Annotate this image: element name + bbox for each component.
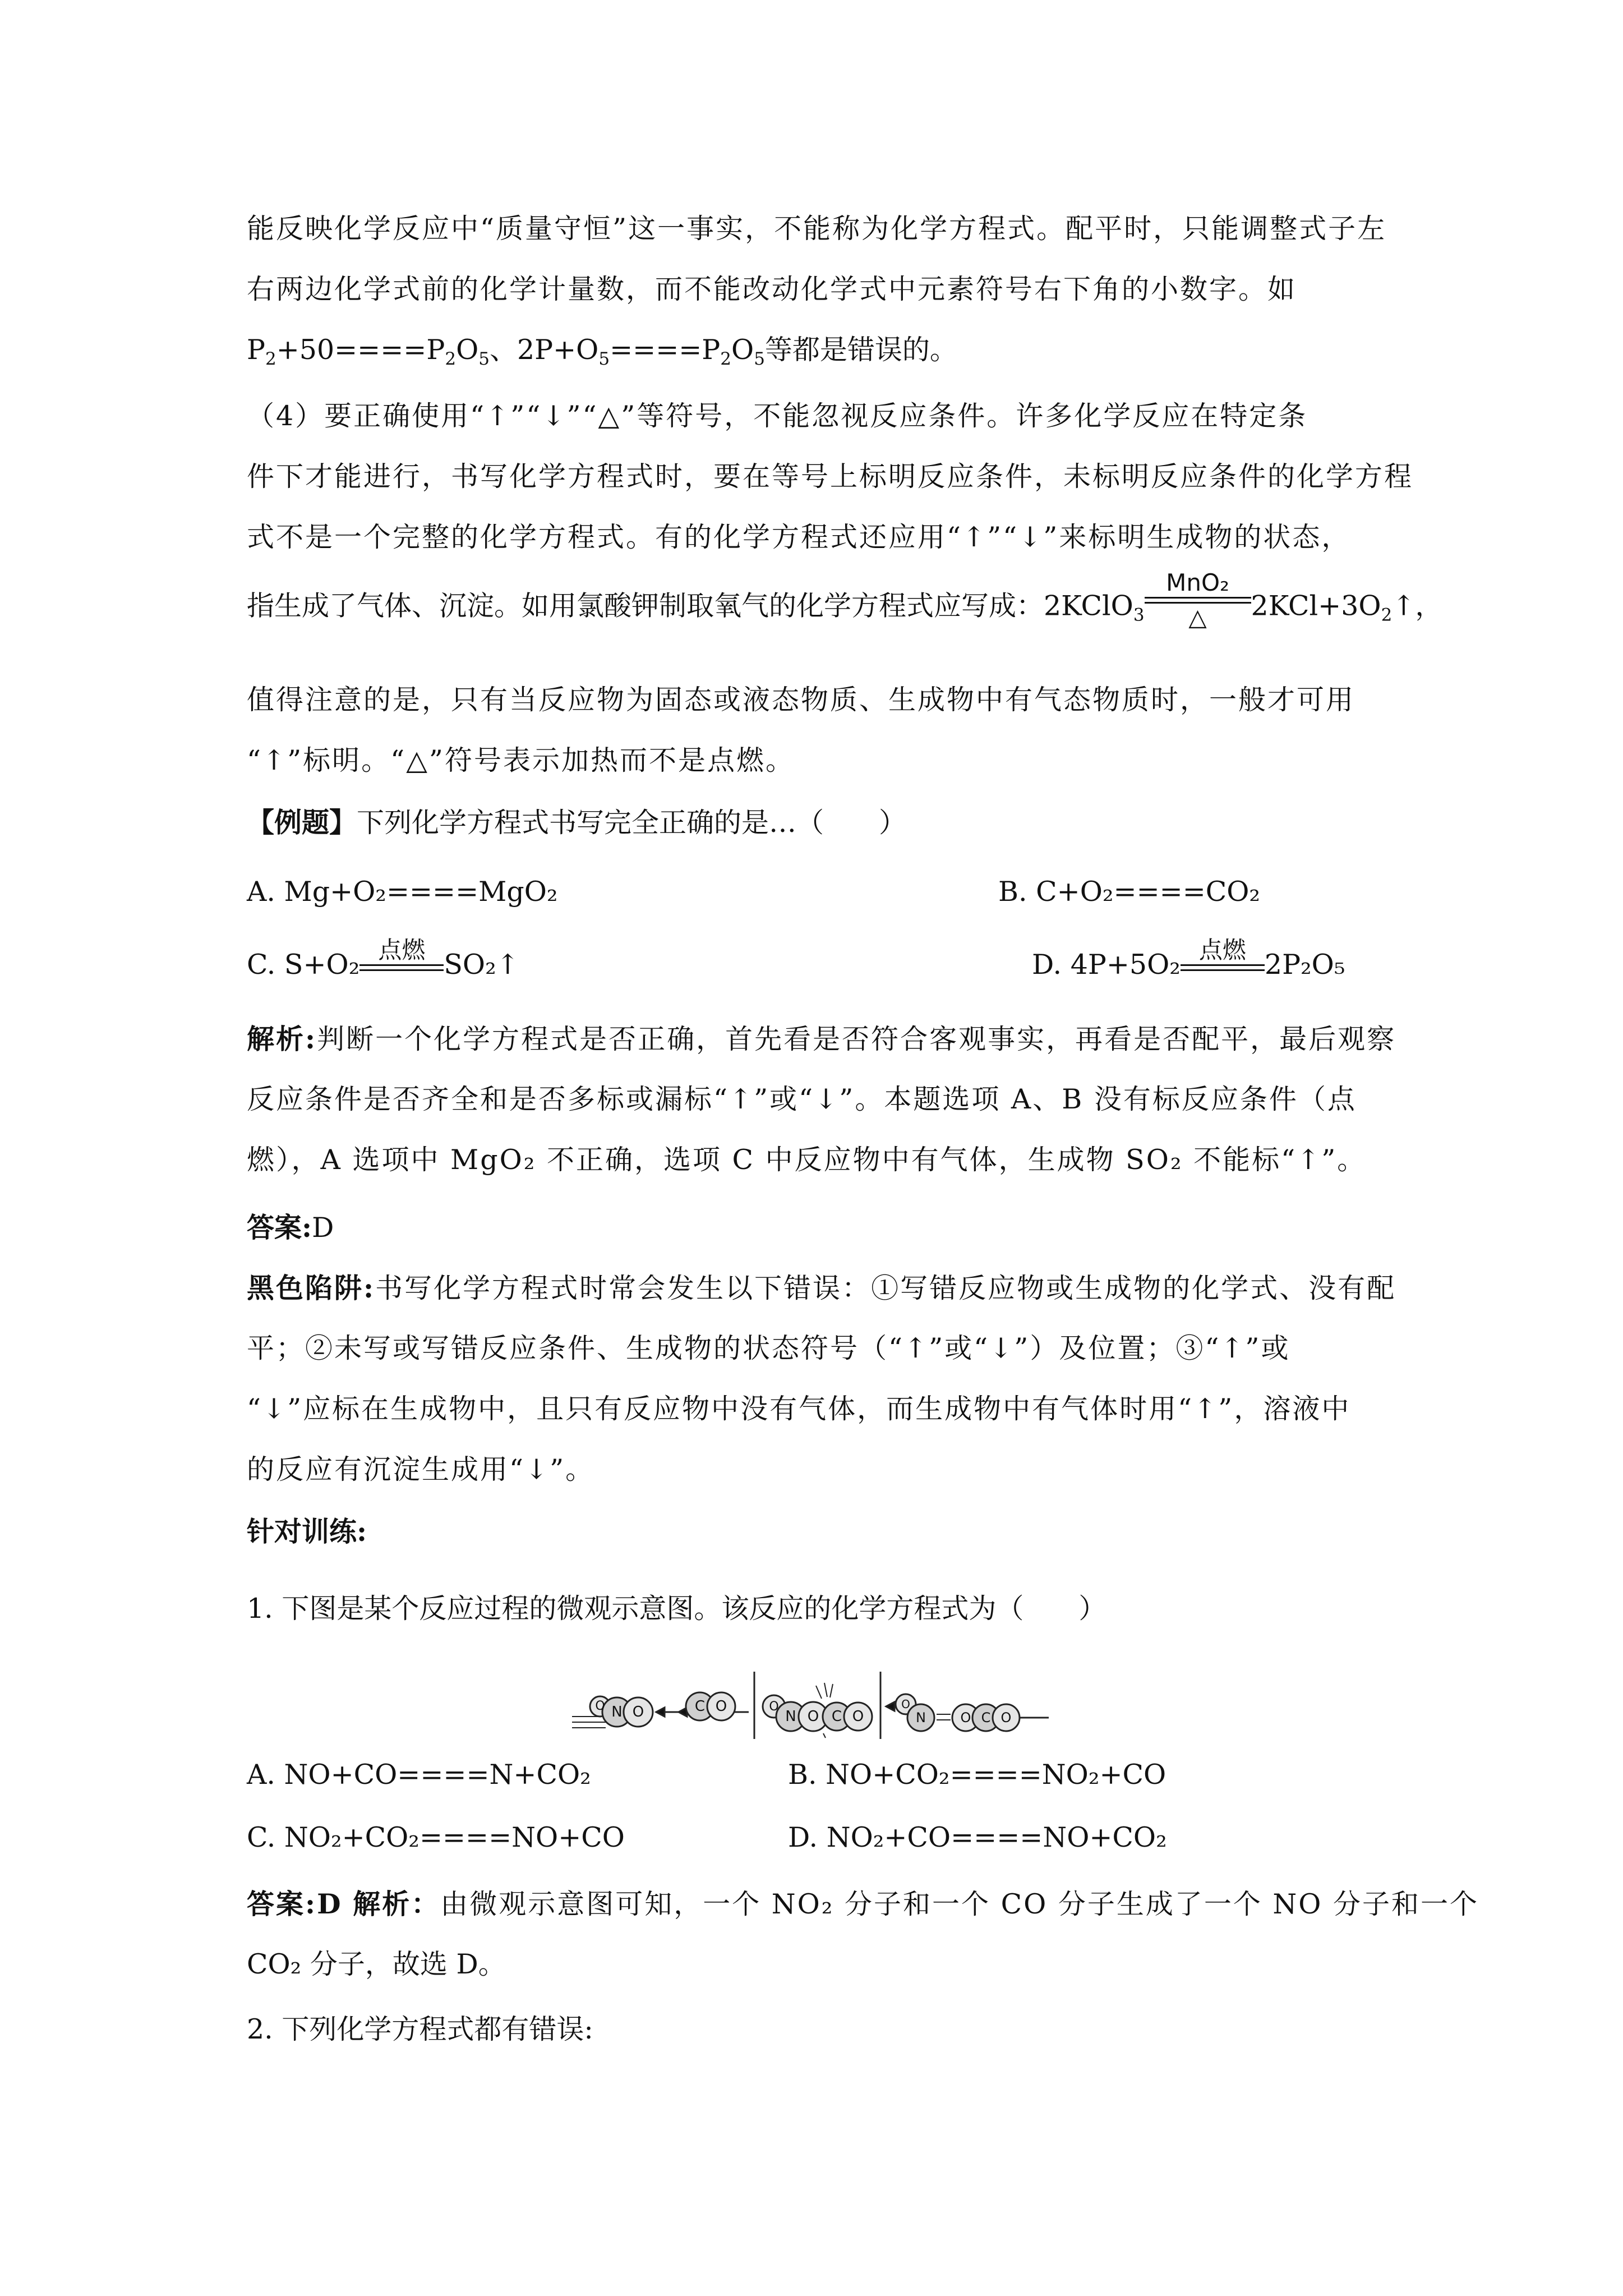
svg-text:O: O <box>632 1704 644 1720</box>
trap-line: 的反应有沉淀生成用“↓”。 <box>247 1453 595 1485</box>
q1-analysis-line: CO₂ 分子，故选 D。 <box>247 1948 506 1980</box>
paragraph-line: 能反映化学反应中“质量守恒”这一事实，不能称为化学方程式。配平时，只能调整式子左 <box>247 213 1387 245</box>
trap-line: “↓”应标在生成物中，且只有反应物中没有气体，而生成物中有气体时用“↑”，溶液中 <box>247 1393 1351 1425</box>
molecule-no <box>572 1696 679 1728</box>
answer-line: 答案:D <box>247 1211 334 1244</box>
reaction-condition: MnO₂ △ <box>1145 570 1251 631</box>
svg-text:C: C <box>981 1710 991 1726</box>
svg-text:O: O <box>960 1710 971 1726</box>
paragraph-line: “↑”标明。“△”符号表示加热而不是点燃。 <box>247 744 795 776</box>
trap-line: 平；②未写或写错反应条件、生成物的状态符号（“↑”或“↓”）及位置；③“↑”或 <box>247 1332 1290 1364</box>
question-2: 2. 下列化学方程式都有错误: <box>247 2013 593 2045</box>
svg-text:O: O <box>1000 1710 1012 1726</box>
reaction-condition: 点燃 <box>1181 937 1265 972</box>
q1-option-d: D. NO₂+CO====NO+CO₂ <box>788 1821 1167 1853</box>
svg-text:O: O <box>715 1698 727 1715</box>
option-b: B. C+O₂====CO₂ <box>998 876 1261 908</box>
paragraph-line: 式不是一个完整的化学方程式。有的化学方程式还应用“↑”“↓”来标明生成物的状态， <box>247 521 1351 553</box>
q1-option-a: A. NO+CO====N+CO₂ <box>247 1759 591 1791</box>
paragraph-line: （4）要正确使用“↑”“↓”“△”等符号，不能忽视反应条件。许多化学反应在特定条 <box>247 400 1308 432</box>
svg-text:O: O <box>852 1708 864 1725</box>
q1-answer-line: 答案:D 解析：由微观示意图可知，一个 NO₂ 分子和一个 CO 分子生成了一个 NO 分子和一个 <box>247 1888 1479 1920</box>
svg-text:C: C <box>831 1708 842 1725</box>
question-1: 1. 下图是某个反应过程的微观示意图。该反应的化学方程式为（ ） <box>247 1593 1106 1625</box>
section-heading: 针对训练: <box>247 1515 367 1548</box>
analysis-line: 解析:判断一个化学方程式是否正确，首先看是否符合客观事实，再看是否配平，最后观察 <box>247 1023 1396 1055</box>
paragraph-line: $P_2+50====P_2O_5$、$2P+O_5====P_2O_5$等都是错误的。 <box>247 334 957 369</box>
paragraph-line: 值得注意的是，只有当反应物为固态或液态物质、生成物中有气态物质时，一般才可用 <box>247 684 1355 716</box>
q1-option-b: B. NO+CO₂====NO₂+CO <box>788 1759 1166 1791</box>
trap-line: 黑色陷阱:书写化学方程式时常会发生以下错误：①写错反应物或生成物的化学式、没有配 <box>247 1272 1396 1304</box>
option-d: D. 4P+5O₂ 点燃 2P₂O₅ <box>1032 936 1345 981</box>
paragraph-line: 件下才能进行，书写化学方程式时，要在等号上标明反应条件，未标明反应条件的化学方程 <box>247 461 1414 493</box>
molecule-co <box>679 1692 749 1720</box>
svg-text:C: C <box>694 1698 706 1715</box>
svg-text:O: O <box>769 1700 779 1714</box>
svg-text:O: O <box>595 1699 605 1713</box>
svg-text:O: O <box>901 1697 910 1711</box>
option-c: C. S+O₂ 点燃 SO₂↑ <box>247 936 519 981</box>
reaction-micro-diagram <box>566 1672 1060 1739</box>
svg-text:N: N <box>916 1710 926 1726</box>
product-molecules <box>886 1694 1049 1731</box>
option-a: A. Mg+O₂====MgO₂ <box>247 876 558 908</box>
svg-text:N: N <box>785 1708 796 1725</box>
transition-state <box>763 1683 872 1738</box>
paragraph-line: 右两边化学式前的化学计量数，而不能改动化学式中元素符号右下角的小数字。如 <box>247 273 1297 305</box>
reaction-condition: 点燃 <box>359 937 444 972</box>
analysis-line: 反应条件是否齐全和是否多标或漏标“↑”或“↓”。本题选项 A、B 没有标反应条件（点 <box>247 1083 1357 1115</box>
svg-text:N: N <box>611 1704 623 1720</box>
example-question: 【例题】下列化学方程式书写完全正确的是…（ ） <box>247 806 907 839</box>
analysis-line: 燃），A 选项中 MgO₂ 不正确，选项 C 中反应物中有气体，生成物 SO₂ 不能标“↑”。 <box>247 1144 1367 1176</box>
svg-text:O: O <box>807 1708 819 1725</box>
q1-option-c: C. NO₂+CO₂====NO+CO <box>247 1821 625 1853</box>
paragraph-line: 指生成了气体、沉淀。如用氯酸钾制取氧气的化学方程式应写成：2KClO$_3$ MnO₂ △ $2KCl+3O_2↑$， <box>247 569 1443 631</box>
